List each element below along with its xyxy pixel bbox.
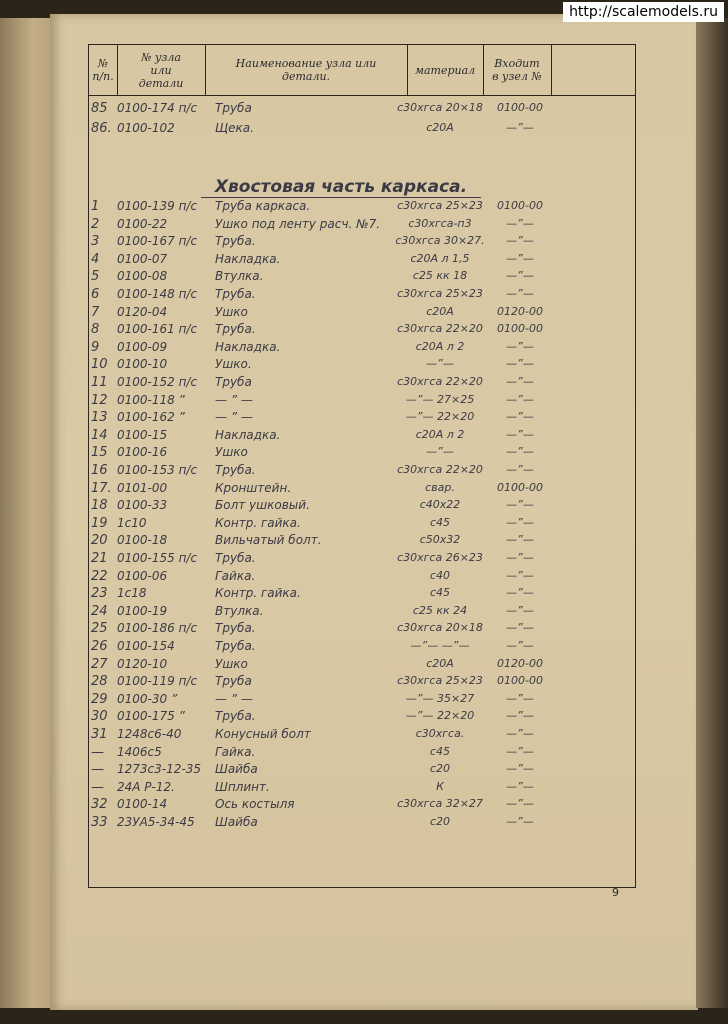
- cell-entry: —”—: [506, 410, 534, 424]
- cell-code: 0100-16: [117, 445, 168, 460]
- cell-entry: —”—: [506, 586, 534, 600]
- cell-num: 14: [91, 427, 108, 443]
- cell-name: — ” —: [215, 691, 253, 706]
- cell-code: 1406с5: [117, 744, 162, 759]
- cell-num: 30: [91, 709, 108, 725]
- table-row: [89, 709, 635, 726]
- cell-entry: —”—: [506, 121, 534, 134]
- cell-code: 0100-119 п/с: [117, 674, 198, 689]
- table-row: [89, 252, 635, 269]
- cell-code: 1с10: [117, 515, 147, 530]
- table-header: [89, 45, 635, 96]
- table-row: [89, 101, 635, 118]
- cell-material: с30хгса 26×23: [397, 551, 483, 564]
- left-page-edge: [0, 18, 54, 1008]
- cell-num: —: [91, 779, 104, 795]
- cell-num: 7: [91, 304, 100, 320]
- cell-code: 0100-19: [117, 603, 168, 618]
- cell-code: 0100-139 п/с: [117, 199, 198, 213]
- cell-num: 27: [91, 656, 108, 672]
- cell-material: —”— 35×27: [405, 691, 475, 705]
- cell-entry: —”—: [506, 797, 534, 811]
- cell-material: с40х22: [419, 498, 461, 512]
- cell-entry: —”—: [506, 815, 534, 828]
- cell-entry: —”—: [506, 515, 534, 529]
- table-row: [89, 551, 635, 568]
- cell-entry: —”—: [506, 357, 534, 371]
- cell-material: с30хгса 22×20: [397, 463, 483, 476]
- table-row: [89, 234, 635, 251]
- cell-num: 6: [91, 287, 100, 302]
- cell-code: 0100-18: [117, 533, 168, 548]
- cell-name: Накладка.: [215, 251, 281, 266]
- cell-entry: —”—: [506, 762, 534, 776]
- cell-code: 0120-04: [117, 304, 168, 319]
- cell-material: с30хгса 25×23: [397, 287, 483, 300]
- cell-name: Труба.: [215, 709, 256, 724]
- cell-entry: —”—: [506, 639, 534, 652]
- table-row: [89, 762, 635, 779]
- cell-entry: 0100-00: [497, 674, 543, 688]
- cell-code: 0100-152 п/с: [117, 375, 198, 389]
- cell-num: 1: [91, 199, 100, 214]
- cell-num: 20: [91, 533, 108, 549]
- cell-code: 0100-10: [117, 357, 168, 372]
- table-row: [89, 445, 635, 462]
- section-title: Хвостовая часть каркаса.: [201, 177, 481, 198]
- cell-code: 1с18: [117, 586, 147, 601]
- cell-material: с25 кк 24: [412, 603, 468, 617]
- cell-material: с30хгса.: [415, 727, 465, 740]
- cell-material: с20: [429, 762, 451, 776]
- table-row: [89, 780, 635, 797]
- table-row: [89, 815, 635, 832]
- table-row: [89, 727, 635, 744]
- cell-name: Труба: [215, 101, 252, 115]
- cell-code: 0100-174 п/с: [117, 101, 198, 115]
- cell-code: 24А Р-12.: [117, 779, 175, 794]
- cell-name: Контр. гайка.: [215, 515, 301, 530]
- cell-code: 0100-15: [117, 427, 168, 442]
- cell-material: —”— 22×20: [405, 709, 475, 723]
- cell-material: К: [436, 779, 444, 793]
- cell-material: с45: [429, 586, 451, 600]
- cell-name: Гайка.: [215, 744, 256, 759]
- cell-entry: —”—: [506, 568, 534, 582]
- cell-entry: —”—: [506, 427, 534, 441]
- cell-num: 28: [91, 674, 108, 690]
- cell-code: 0100-162 ”: [117, 410, 185, 425]
- cell-material: с40: [429, 568, 451, 582]
- cell-entry: —”—: [506, 251, 534, 265]
- page-number: 9: [612, 886, 619, 899]
- cell-num: 9: [91, 339, 100, 355]
- cell-num: 5: [91, 269, 100, 285]
- header-num: № п/п.: [89, 45, 118, 95]
- cell-entry: —”—: [506, 287, 534, 300]
- cell-name: Труба.: [215, 322, 256, 337]
- cell-material: свар.: [425, 480, 455, 494]
- cell-material: с25 кк 18: [412, 269, 468, 283]
- cell-code: 0100-08: [117, 269, 168, 284]
- table-row: [89, 269, 635, 286]
- cell-num: 15: [91, 445, 108, 461]
- cell-code: 0100-161 п/с: [117, 322, 198, 337]
- cell-name: Ушко: [215, 445, 248, 460]
- cell-num: 31: [91, 727, 108, 742]
- cell-material: с30хгса-п3: [408, 216, 472, 230]
- cell-entry: —”—: [506, 621, 534, 635]
- table-row: [89, 121, 635, 138]
- cell-code: 0100-22: [117, 216, 168, 231]
- cell-entry: —”—: [506, 691, 534, 705]
- cell-code: 0100-33: [117, 498, 168, 513]
- cell-entry: —”—: [506, 375, 534, 388]
- table-row: [89, 463, 635, 480]
- cell-entry: —”—: [506, 498, 534, 512]
- table-row: [89, 340, 635, 357]
- table-row: [89, 533, 635, 550]
- cell-num: 8: [91, 322, 100, 338]
- table-row: [89, 498, 635, 515]
- cell-name: Труба каркаса.: [215, 199, 311, 213]
- cell-num: 10: [91, 357, 108, 373]
- cell-num: 86.: [91, 121, 112, 136]
- cell-code: 0100-102: [117, 121, 175, 135]
- cell-name: Труба: [215, 674, 252, 689]
- table-row: [89, 516, 635, 533]
- cell-name: Конусный болт: [215, 727, 311, 741]
- cell-name: Вильчатый болт.: [215, 533, 322, 548]
- cell-num: 2: [91, 216, 100, 232]
- cell-entry: —”—: [506, 603, 534, 617]
- cell-material: —”— 22×20: [405, 410, 475, 424]
- cell-material: с20А: [426, 656, 454, 670]
- cell-code: 0100-07: [117, 251, 168, 266]
- cell-name: Шайба: [215, 815, 258, 829]
- table-row: [89, 305, 635, 322]
- table-row: [89, 604, 635, 621]
- cell-num: 32: [91, 797, 108, 813]
- cell-name: Щека.: [215, 121, 254, 135]
- cell-entry: —”—: [506, 533, 534, 547]
- cell-material: с30хгса 25×23: [397, 199, 483, 212]
- cell-entry: —”—: [506, 727, 534, 740]
- cell-name: Труба.: [215, 551, 256, 565]
- cell-entry: —”—: [506, 744, 534, 758]
- cell-code: 0100-186 п/с: [117, 621, 198, 636]
- cell-material: с45: [429, 744, 451, 758]
- cell-entry: —”—: [506, 463, 534, 476]
- cell-code: 23УА5-34-45: [117, 815, 195, 829]
- header-name: Наименование узла или детали.: [205, 45, 408, 95]
- header-material: материал: [407, 45, 484, 95]
- cell-material: с45: [429, 515, 451, 529]
- cell-num: 33: [91, 815, 108, 830]
- cell-num: 4: [91, 251, 100, 267]
- cell-entry: —”—: [506, 392, 534, 406]
- table-row: [89, 674, 635, 691]
- cell-entry: —”—: [506, 339, 534, 353]
- header-entry: Входит в узел №: [483, 45, 552, 95]
- table-row: [89, 639, 635, 656]
- table-row: [89, 375, 635, 392]
- cell-material: с30хгса 32×27: [397, 797, 483, 811]
- cell-material: —”— 27×25: [405, 392, 475, 406]
- cell-material: с30хгса 20×18: [397, 101, 483, 114]
- cell-entry: 0100-00: [497, 199, 543, 212]
- table-row: [89, 410, 635, 427]
- header-blank: [551, 45, 635, 95]
- cell-entry: —”—: [506, 779, 534, 793]
- cell-entry: 0100-00: [497, 101, 543, 114]
- cell-name: Труба.: [215, 287, 256, 301]
- cell-name: Гайка.: [215, 568, 256, 583]
- cell-num: 12: [91, 392, 108, 408]
- cell-code: 0100-14: [117, 797, 168, 812]
- cell-num: —: [91, 762, 104, 778]
- table-row: [89, 357, 635, 374]
- cell-name: Втулка.: [215, 269, 264, 284]
- cell-material: с30хгса 20×18: [397, 621, 483, 635]
- cell-name: — ” —: [215, 392, 253, 407]
- cell-material: с30хгса 22×20: [397, 375, 483, 388]
- table-row: [89, 745, 635, 762]
- cell-entry: 0100-00: [497, 480, 543, 494]
- cell-entry: —”—: [506, 269, 534, 283]
- table-row: [89, 393, 635, 410]
- cell-name: Ось костыля: [215, 797, 295, 812]
- cell-material: —”— —”—: [410, 639, 470, 652]
- cell-num: 13: [91, 410, 108, 426]
- cell-name: Труба.: [215, 621, 256, 636]
- cell-name: Ушко под ленту расч. №7.: [215, 216, 381, 231]
- cell-name: Контр. гайка.: [215, 586, 301, 601]
- cell-num: 17.: [91, 480, 112, 496]
- table-row: [89, 657, 635, 674]
- cell-name: Ушко: [215, 304, 248, 319]
- cell-code: 0100-148 п/с: [117, 287, 198, 301]
- cell-name: Накладка.: [215, 339, 281, 354]
- cell-entry: —”—: [506, 709, 534, 723]
- cell-code: 0100-167 п/с: [117, 234, 198, 249]
- table-row: [89, 586, 635, 603]
- cell-num: 22: [91, 568, 108, 584]
- cell-num: 25: [91, 621, 108, 637]
- cell-material: с20А: [426, 121, 454, 134]
- table-row: [89, 621, 635, 638]
- cell-material: с20А: [426, 304, 454, 318]
- cell-name: Ушко: [215, 656, 248, 671]
- cell-material: с30хгса 22×20: [397, 322, 483, 336]
- cell-entry: —”—: [506, 445, 534, 459]
- table-row: [89, 199, 635, 216]
- cell-code: 1248с6-40: [117, 727, 182, 741]
- cell-entry: —”—: [506, 216, 534, 230]
- table-row: [89, 481, 635, 498]
- cell-code: 0100-09: [117, 339, 168, 354]
- cell-name: Болт ушковый.: [215, 498, 310, 513]
- cell-code: 0100-175 ”: [117, 709, 185, 724]
- cell-name: Труба: [215, 375, 252, 389]
- cell-code: 0100-30 ”: [117, 691, 178, 706]
- cell-num: 16: [91, 463, 108, 478]
- table-row: [89, 428, 635, 445]
- table-row: [89, 287, 635, 304]
- cell-name: Шплинт.: [215, 779, 270, 794]
- cell-material: с30хгса 25×23: [397, 674, 483, 688]
- cell-num: 23: [91, 586, 108, 602]
- cell-name: Шайба: [215, 762, 258, 777]
- parts-table: [88, 44, 636, 888]
- cell-material: с20: [429, 815, 451, 828]
- table-row: [89, 217, 635, 234]
- cell-name: Ушко.: [215, 357, 252, 372]
- cell-material: с20А л 2: [415, 427, 465, 441]
- cell-code: 0100-06: [117, 568, 168, 583]
- cell-code: 0100-155 п/с: [117, 551, 198, 565]
- cell-num: 18: [91, 498, 108, 514]
- cell-entry: —”—: [506, 234, 534, 248]
- right-page-edge: [696, 18, 728, 1008]
- table-row: [89, 569, 635, 586]
- cell-code: 0100-154: [117, 639, 175, 653]
- cell-num: 26: [91, 639, 108, 654]
- cell-num: 21: [91, 551, 108, 566]
- cell-code: 0101-00: [117, 480, 168, 495]
- cell-code: 0100-153 п/с: [117, 463, 198, 477]
- cell-material: —”—: [426, 357, 454, 371]
- cell-num: 19: [91, 515, 108, 531]
- cell-code: 1273с3-12-35: [117, 762, 201, 777]
- cell-name: Кронштейн.: [215, 480, 292, 495]
- cell-name: Труба.: [215, 234, 256, 249]
- cell-num: 11: [91, 375, 108, 390]
- cell-entry: —”—: [506, 551, 534, 564]
- cell-num: 29: [91, 691, 108, 707]
- cell-name: Труба.: [215, 639, 256, 653]
- cell-num: —: [91, 744, 104, 760]
- cell-entry: 0120-00: [497, 304, 543, 318]
- cell-material: с30хгса 30×27.: [395, 234, 485, 248]
- cell-code: 0120-10: [117, 656, 168, 671]
- cell-name: Труба.: [215, 463, 256, 477]
- cell-entry: 0120-00: [497, 656, 543, 670]
- cell-material: с50х32: [419, 533, 461, 547]
- table-row: [89, 322, 635, 339]
- cell-name: Накладка.: [215, 427, 281, 442]
- cell-material: с20А л 1,5: [410, 251, 470, 265]
- cell-name: Втулка.: [215, 603, 264, 618]
- cell-entry: 0100-00: [497, 322, 543, 336]
- watermark[interactable]: http://scalemodels.ru: [563, 2, 724, 22]
- cell-num: 3: [91, 234, 100, 250]
- cell-name: — ” —: [215, 410, 253, 425]
- cell-num: 85: [91, 101, 108, 116]
- cell-material: —”—: [426, 445, 454, 459]
- cell-num: 24: [91, 603, 108, 619]
- header-code: № узла или детали: [117, 45, 206, 95]
- cell-code: 0100-118 ”: [117, 392, 185, 407]
- cell-material: с20А л 2: [415, 339, 465, 353]
- table-row: [89, 797, 635, 814]
- table-row: [89, 692, 635, 709]
